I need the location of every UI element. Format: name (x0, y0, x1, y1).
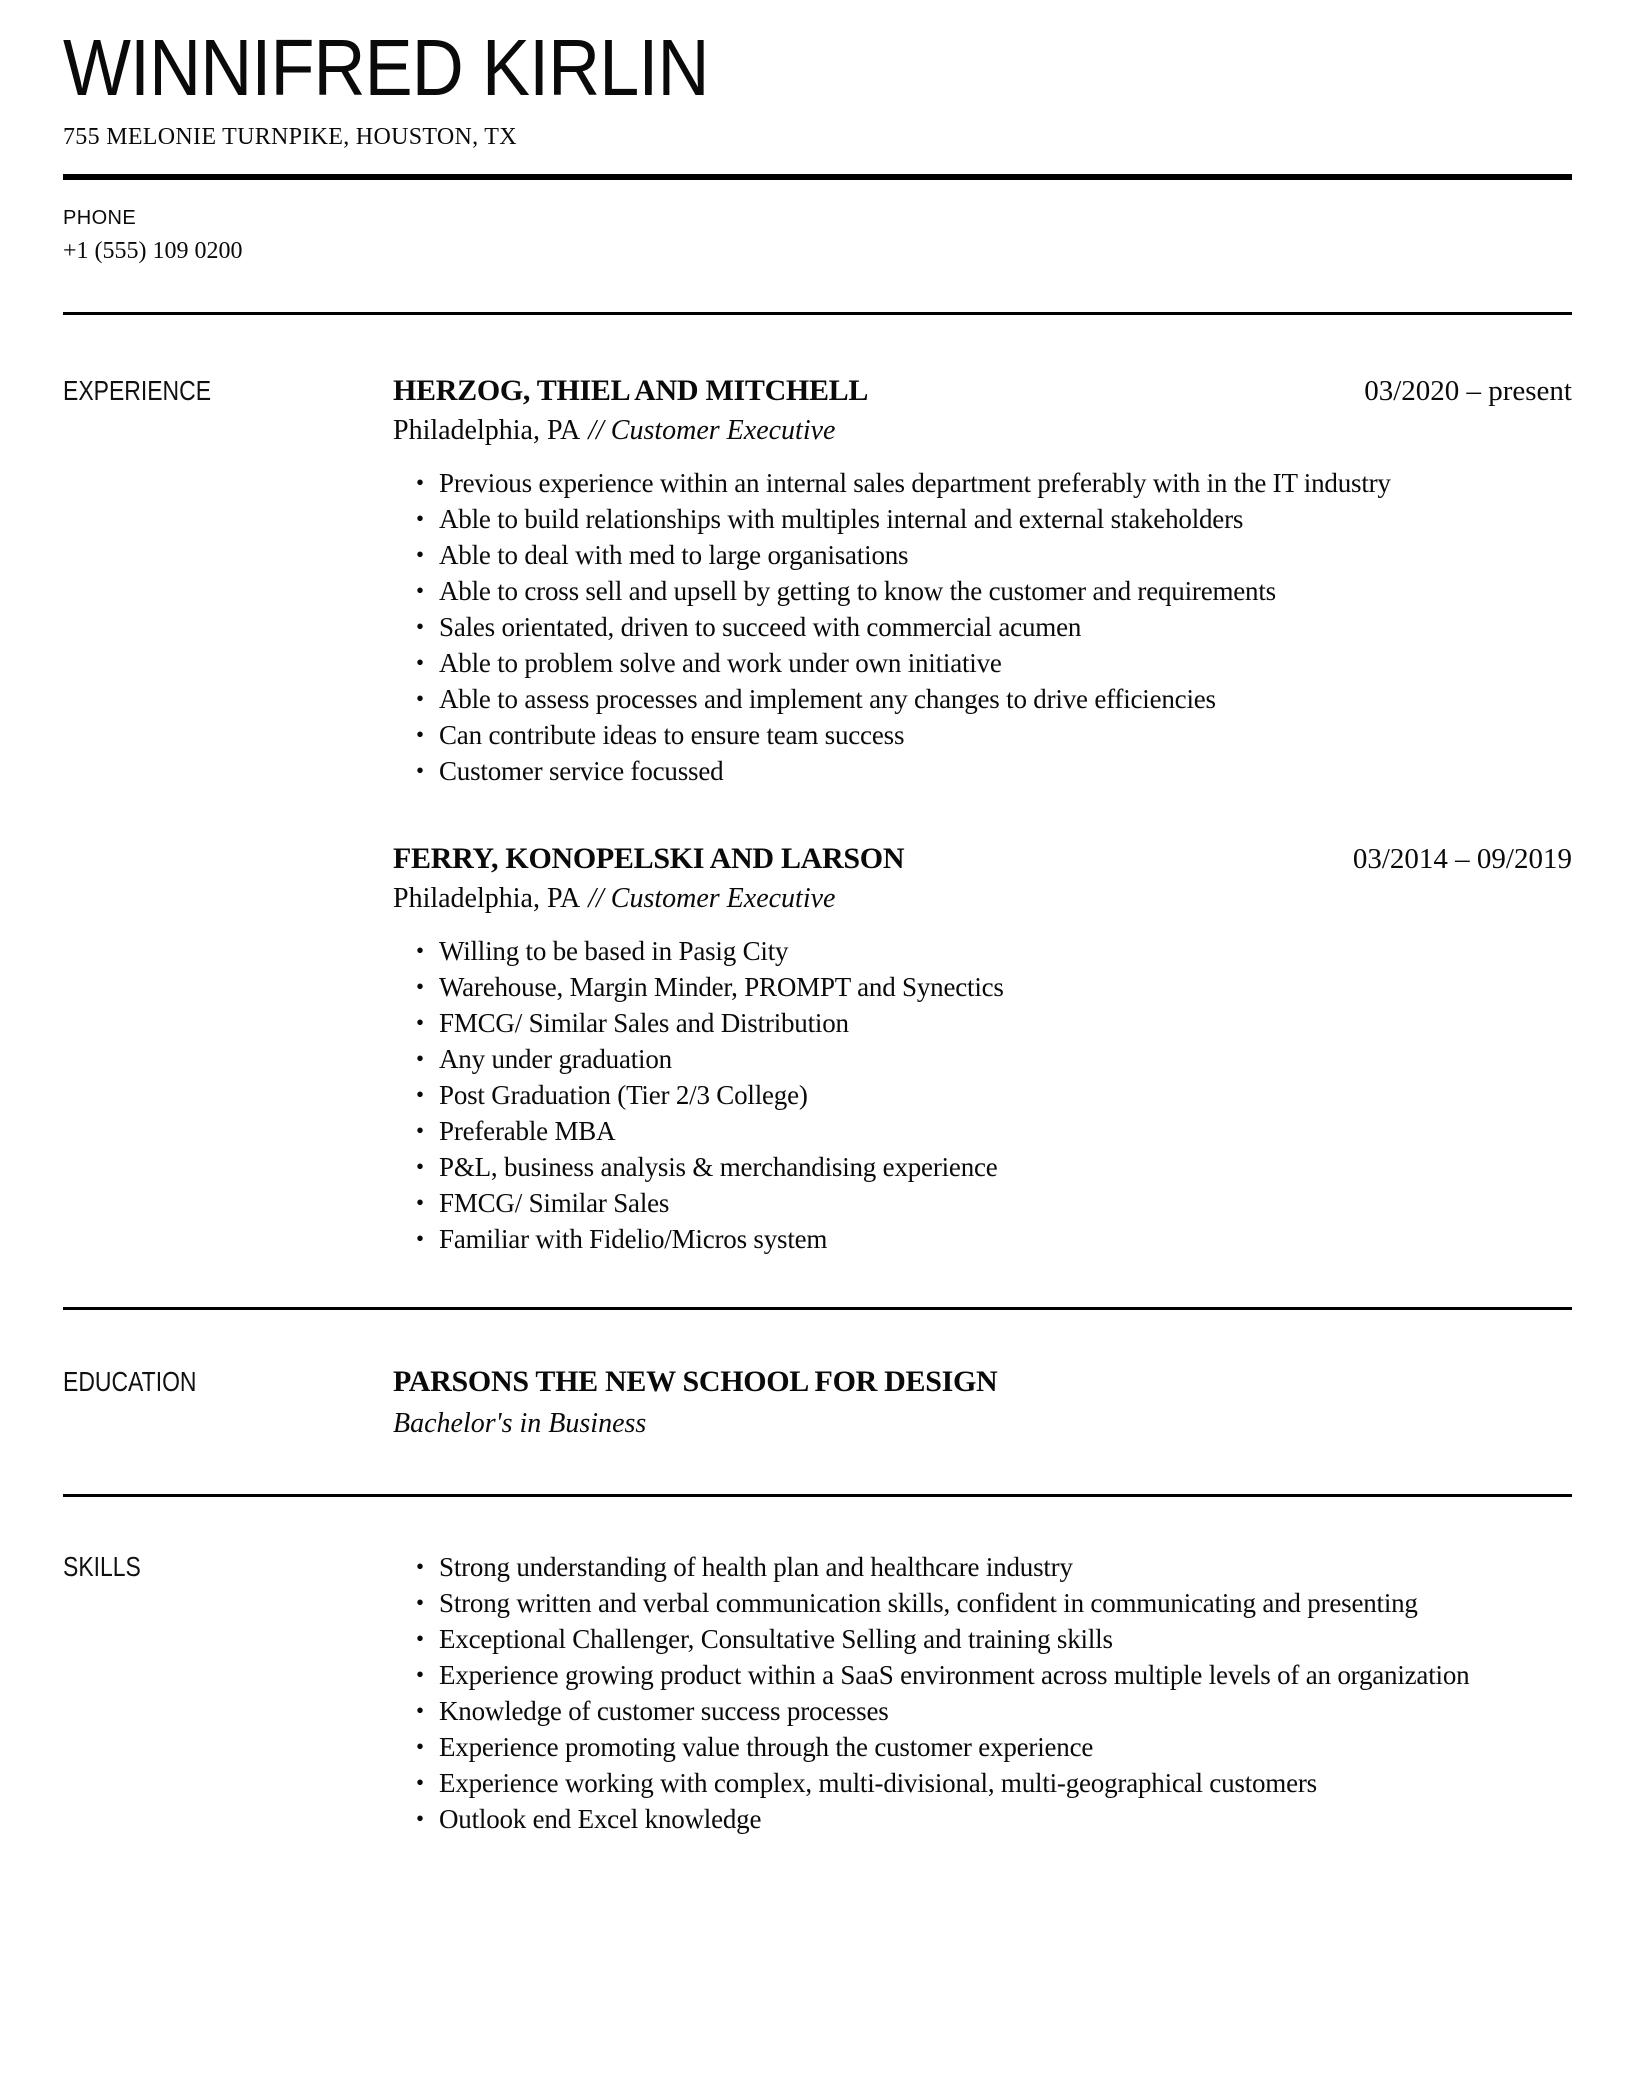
resume-header (63, 23, 1572, 266)
bullet-item: • Preferable MBA (393, 1113, 1572, 1149)
phone-number: +1 (555) 109 0200 (63, 238, 243, 264)
bullet-item: • Able to cross sell and upsell by getting to know the customer and requirements (393, 573, 1572, 609)
bullet-item: • Able to build relationships with multiples internal and external stakeholders (393, 501, 1572, 537)
job-bullet-list (393, 465, 1572, 789)
phone-label: PHONE (63, 207, 137, 229)
person-name-text: WINNIFRED KIRLIN (63, 23, 709, 112)
skills-body (393, 1549, 1572, 1837)
job-dates: 03/2014 – 09/2019 (1352, 843, 1572, 875)
section-label-education (63, 1364, 393, 1442)
section-experience (63, 312, 1572, 1257)
job-company: FERRY, KONOPELSKI AND LARSON (393, 842, 905, 875)
bullet-item: • Experience promoting value through the customer experience (393, 1729, 1572, 1765)
bullet-item: • Sales orientated, driven to succeed with commercial acumen (393, 609, 1572, 645)
bullet-item: • Able to deal with med to large organisations (393, 537, 1572, 573)
person-address: 755 MELONIE TURNPIKE, HOUSTON, TX (63, 124, 517, 150)
education-body (393, 1364, 1572, 1442)
skills-bullet-list (393, 1549, 1572, 1837)
bullet-item: • Able to assess processes and implement any changes to drive efficiencies (393, 681, 1572, 717)
section-label-skills-text: SKILLS (63, 1551, 141, 1582)
section-skills (63, 1494, 1572, 1837)
bullet-item: • Post Graduation (Tier 2/3 College) (393, 1077, 1572, 1113)
bullet-item: • FMCG/ Similar Sales (393, 1185, 1572, 1221)
bullet-item: • Outlook end Excel knowledge (393, 1801, 1572, 1837)
bullet-item: • Able to problem solve and work under own initiative (393, 645, 1572, 681)
job-location-role (393, 413, 1572, 449)
bullet-item: • FMCG/ Similar Sales and Distribution (393, 1005, 1572, 1041)
section-label-education-text: EDUCATION (63, 1366, 197, 1397)
job-header (393, 841, 1572, 877)
bullet-item: • Customer service focussed (393, 753, 1572, 789)
bullet-item: • P&L, business analysis & merchandising experience (393, 1149, 1572, 1185)
bullet-item: • Exceptional Challenger, Consultative Selling and training skills (393, 1621, 1572, 1657)
contact-block (63, 206, 1572, 266)
bullet-item: • Any under graduation (393, 1041, 1572, 1077)
bullet-item: • Familiar with Fidelio/Micros system (393, 1221, 1572, 1257)
job-role: // Customer Executive (588, 415, 836, 446)
education-school: PARSONS THE NEW SCHOOL FOR DESIGN (393, 1365, 998, 1398)
section-label-experience (63, 373, 393, 1257)
bullet-item: • Experience growing product within a SaaS environment across multiple levels of an organization (393, 1657, 1572, 1693)
job-entry-1 (393, 373, 1572, 789)
education-degree: Bachelor's in Business (393, 1408, 647, 1439)
bullet-item: • Willing to be based in Pasig City (393, 933, 1572, 969)
job-entry-2 (393, 841, 1572, 1257)
bullet-item: • Previous experience within an internal sales department preferably with in the IT industry (393, 465, 1572, 501)
bullet-item: • Can contribute ideas to ensure team success (393, 717, 1572, 753)
job-location: Philadelphia, PA (393, 883, 581, 914)
job-location: Philadelphia, PA (393, 415, 581, 446)
section-label-skills (63, 1549, 393, 1837)
job-company: HERZOG, THIEL AND MITCHELL (393, 374, 869, 407)
job-location-role (393, 881, 1572, 917)
bullet-item: • Strong understanding of health plan and healthcare industry (393, 1549, 1572, 1585)
job-bullet-list (393, 933, 1572, 1257)
job-role: // Customer Executive (588, 883, 836, 914)
bullet-item: • Warehouse, Margin Minder, PROMPT and Synectics (393, 969, 1572, 1005)
section-label-experience-text: EXPERIENCE (63, 375, 212, 406)
experience-body (393, 373, 1572, 1257)
header-divider (63, 174, 1572, 180)
bullet-item: • Experience working with complex, multi-divisional, multi-geographical customers (393, 1765, 1572, 1801)
bullet-item: • Knowledge of customer success processes (393, 1693, 1572, 1729)
section-education (63, 1307, 1572, 1442)
job-dates: 03/2020 – present (1364, 375, 1572, 407)
person-name (63, 23, 1572, 112)
job-header (393, 373, 1572, 409)
bullet-item: • Strong written and verbal communication skills, confident in communicating and presenting (393, 1585, 1572, 1621)
